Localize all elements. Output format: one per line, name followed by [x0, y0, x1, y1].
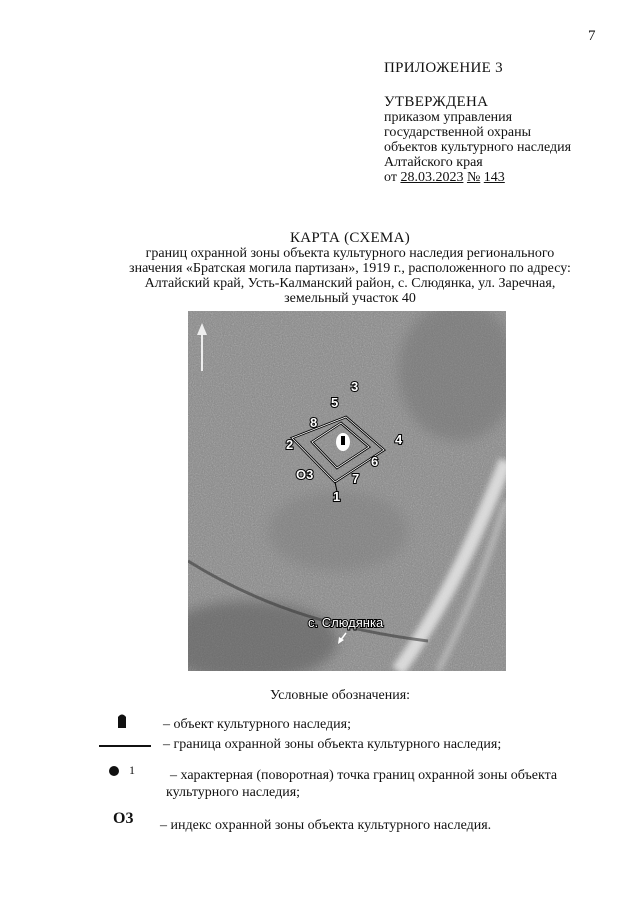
point-label-7: 7 — [352, 471, 360, 486]
subtitle-line: Алтайский край, Усть-Калманский район, с. Слюдянка, ул. Заречная, — [144, 276, 556, 291]
satellite-map — [188, 311, 506, 671]
number-sign: № — [466, 170, 481, 185]
monument-icon — [116, 712, 128, 728]
point-label-6: 6 — [371, 454, 379, 469]
point-label-4: 4 — [395, 432, 403, 447]
point-label-2: 2 — [286, 437, 294, 452]
boundary-line-icon — [99, 745, 151, 747]
map-svg — [188, 311, 506, 671]
document-subtitle — [90, 246, 610, 306]
order-number: 143 — [483, 170, 505, 185]
legend-item-text: – граница охранной зоны объекта культурного наследия; — [163, 737, 502, 752]
legend-heading: Условные обозначения: — [270, 688, 411, 703]
point-label-8: 8 — [310, 415, 318, 430]
appendix-title: ПРИЛОЖЕНИЕ 3 — [384, 60, 503, 76]
date-prefix: от — [384, 170, 397, 185]
legend-item-text: культурного наследия; — [166, 785, 301, 800]
subtitle-line: границ охранной зоны объекта культурного наследия регионального — [145, 246, 555, 261]
order-date-line — [384, 170, 571, 185]
village-label: с. Слюдянка — [308, 615, 384, 630]
point-label-3: 3 — [351, 379, 359, 394]
document-title: КАРТА (СХЕМА) — [289, 230, 411, 246]
order-line: приказом управления — [384, 110, 513, 125]
point-marker-icon — [109, 766, 119, 776]
order-line: Алтайского края — [384, 155, 483, 170]
zone-index-symbol: О3 — [113, 810, 134, 827]
subtitle-line: земельный участок 40 — [284, 291, 416, 306]
point-label-5: 5 — [331, 395, 339, 410]
order-line: объектов культурного наследия — [384, 140, 572, 155]
order-line: государственной охраны — [384, 125, 532, 140]
page-number: 7 — [588, 28, 596, 44]
legend-item-text: – характерная (поворотная) точка границ охранной зоны объекта — [170, 768, 558, 783]
zone-index-label: О3 — [296, 467, 314, 482]
point-label-1: 1 — [333, 489, 341, 504]
approved-label: УТВЕРЖДЕНА — [384, 94, 489, 110]
monument-icon — [336, 433, 350, 451]
order-date: 28.03.2023 — [400, 170, 464, 185]
legend-item-text: – объект культурного наследия; — [163, 717, 351, 732]
legend-item-text: – индекс охранной зоны объекта культурного наследия. — [160, 818, 492, 833]
subtitle-line: значения «Братская могила партизан», 1919 г., расположенного по адресу: — [129, 261, 571, 276]
point-marker-label: 1 — [129, 763, 135, 777]
order-block — [384, 110, 571, 185]
